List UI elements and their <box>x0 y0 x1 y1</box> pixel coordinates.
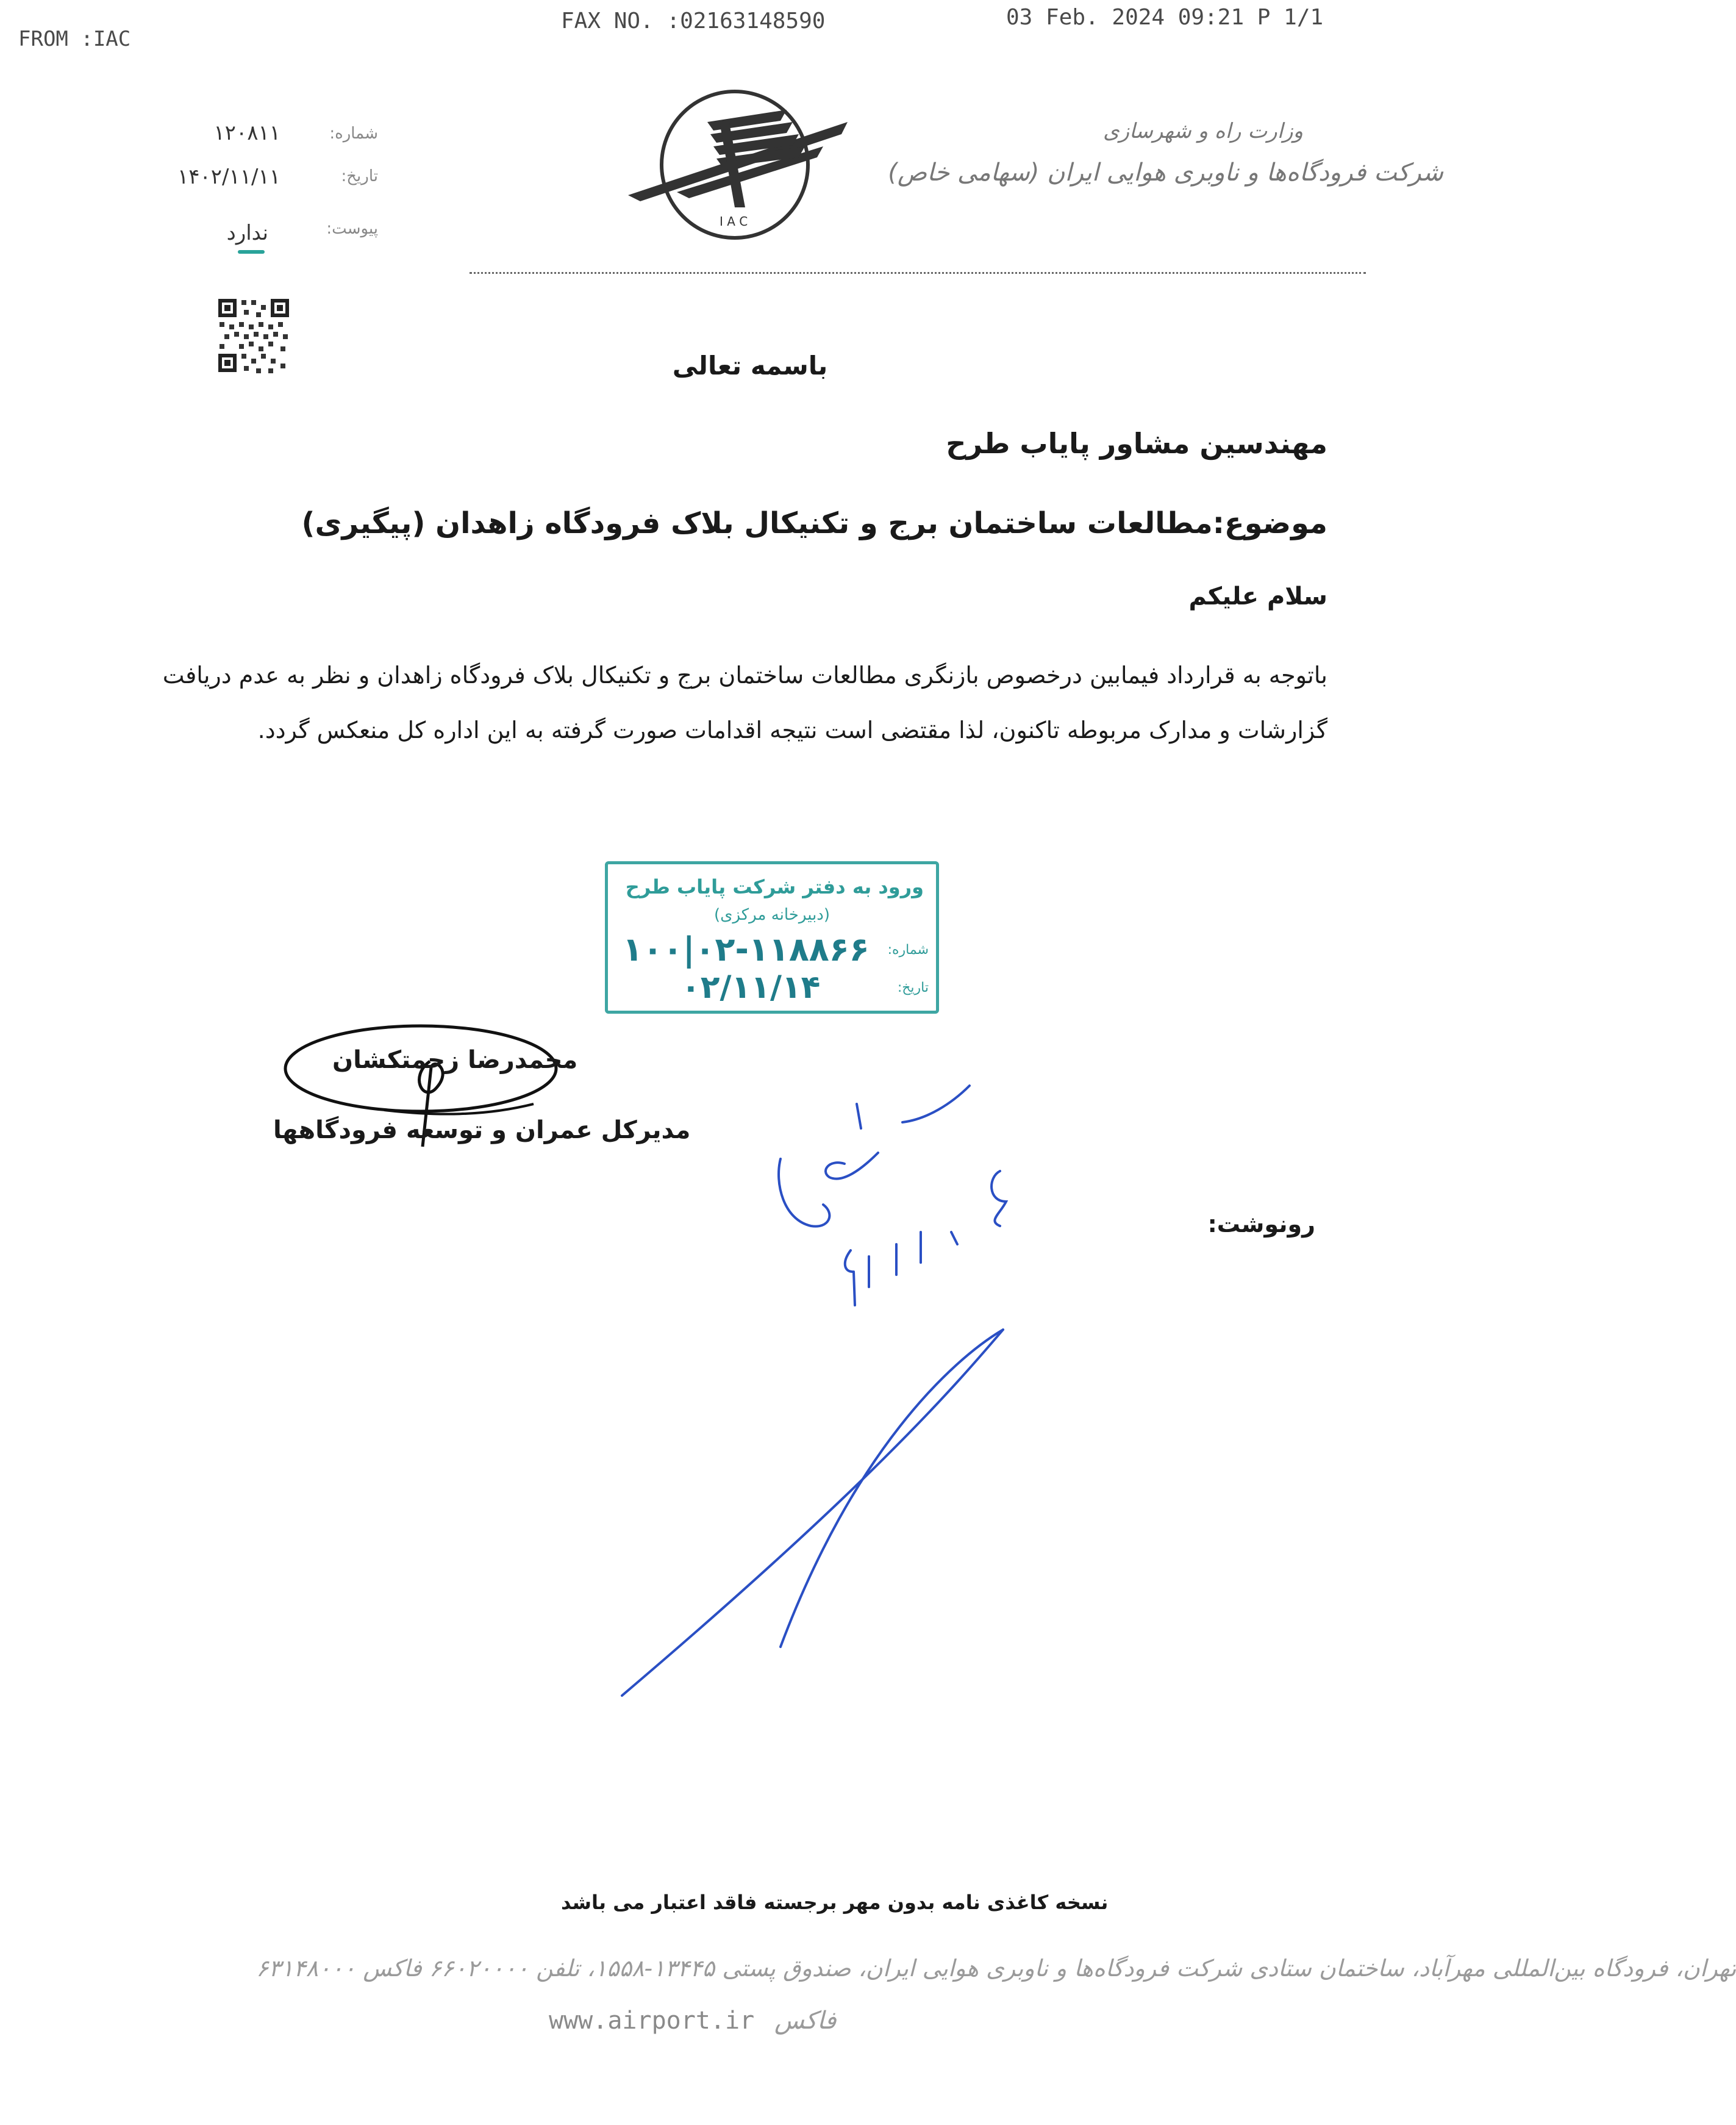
subject-line: موضوع:مطالعات ساختمان برج و تکنیکال بلاک فرودگاه زاهدان (پیگیری) <box>301 506 1327 540</box>
stamp-date-label: تاریخ: <box>897 980 929 995</box>
letter-number: ۱۲۰۸۱۱ <box>213 121 280 145</box>
handwritten-annotation-icon <box>610 1061 1037 1708</box>
organization-line-1: وزارت راه و شهرسازی <box>1102 119 1303 143</box>
stamp-title: ورود به دفتر شرکت پایاب طرح <box>625 875 924 898</box>
letter-number-label: شماره: <box>329 124 378 143</box>
signatory-title: مدیرکل عمران و توسعه فرودگاهها <box>273 1116 691 1144</box>
recipient: مهندسین مشاور پایاب طرح <box>946 427 1327 460</box>
body-line-2: گزارشات و مدارک مربوطه تاکنون، لذا مقتضی است نتیجه اقدامات صورت گرفته به این اداره کل منعکس گردد. <box>257 717 1327 744</box>
stamp-subtitle: (دبیرخانه مرکزی) <box>713 906 830 924</box>
teal-underline-mark <box>238 250 265 254</box>
invocation: باسمه تعالی <box>672 351 828 381</box>
letter-date-label: تاریخ: <box>341 167 378 185</box>
cc-label: رونوشت: <box>1207 1211 1315 1238</box>
letter-date: ۱۴۰۲/۱۱/۱۱ <box>177 165 280 189</box>
qr-code-icon <box>217 298 290 373</box>
footer-fax-label: فاکس <box>774 2007 837 2035</box>
receipt-stamp <box>605 861 939 1014</box>
validity-notice: نسخه کاغذی نامه بدون مهر برجسته فاقد اعتبار می باشد <box>561 1891 1109 1914</box>
stamp-date: ۰۲/۱۱/۱۴ <box>681 969 821 1006</box>
organization-logo-icon <box>604 85 860 250</box>
footer-website: www.airport.ir <box>549 2007 755 2035</box>
salutation: سلام علیکم <box>1188 582 1327 611</box>
letter-attachment: ندارد <box>226 221 268 245</box>
header-divider <box>470 272 1366 274</box>
body-line-1: باتوجه به قرارداد فیمابین درخصوص بازنگری مطالعات ساختمان برج و تکنیکال بلاک فرودگاه زاهدان و نظر به عدم دریافت <box>162 662 1327 689</box>
letter-attachment-label: پیوست: <box>326 220 378 238</box>
organization-line-2: شرکت فرودگاه‌ها و ناوبری هوایی ایران (سهامی خاص) <box>888 159 1443 187</box>
stamp-number-label: شماره: <box>887 942 929 958</box>
fax-datetime: 03 Feb. 2024 09:21 P 1/1 <box>1006 5 1324 30</box>
svg-text:I A C: I A C <box>720 214 748 229</box>
fax-from: FROM :IAC <box>18 27 131 51</box>
signatory-name: محمدرضا زحمتکشان <box>332 1046 578 1074</box>
stamp-number: ۱۰۰|۰۲-۱۱۸۸۶۶ <box>623 930 870 969</box>
fax-number: FAX NO. :02163148590 <box>561 9 826 34</box>
footer-address: تهران، فرودگاه بین‌المللی مهرآباد، ساختمان ستادی شرکت فرودگاه‌ها و ناوبری هوایی ایران، صندوق پستی ۱۳۴۴۵-۱۵۵۸، تلفن ۶۶۰۲۰۰۰۰ فاکس ۶۳۱۴۸۰۰۰ <box>256 1955 1736 1982</box>
